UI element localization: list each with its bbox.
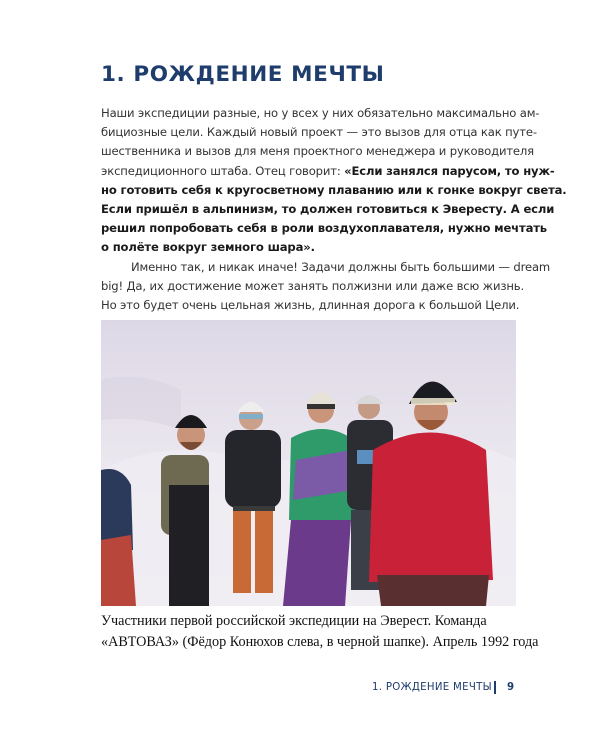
page-footer: [372, 679, 520, 699]
running-head: 1. РОЖДЕНИЕ МЕЧТЫ: [372, 682, 492, 693]
quote-line: Если пришёл в альпинизм, то должен готовиться к Эвересту. А если: [101, 202, 555, 217]
quote-line: но готовить себя к кругосветному плаванию или к гонке вокруг света.: [101, 182, 567, 197]
text-line: big! Да, их достижение может занять полжизни или даже всю жизнь.: [101, 278, 524, 293]
chapter-title: 1. РОЖДЕНИЕ МЕЧТЫ: [101, 62, 385, 87]
body-text: [101, 104, 567, 315]
expedition-photo: [101, 320, 516, 606]
caption-line: «АВТОВАЗ» (Фёдор Конюхов слева, в черной шапке). Апрель 1992 года: [101, 634, 539, 650]
paragraph-1: [101, 104, 567, 258]
photo-caption: [101, 611, 539, 653]
text-line-mixed: [101, 162, 555, 181]
text-line: Но это будет очень цельная жизнь, длинная дорога к большой Цели.: [101, 298, 520, 313]
paragraph-2: [101, 258, 551, 316]
text-line: бициозные цели. Каждый новый проект — это вызов для отца как путе-: [101, 125, 537, 140]
quote-segment: «Если занялся парусом, то нуж-: [344, 163, 555, 178]
quote-line: о полёте вокруг земного шара».: [101, 240, 315, 255]
text-segment: экспедиционного штаба. Отец говорит:: [101, 163, 345, 178]
quote-line: решил попробовать себя в роли воздухоплавателя, нужно мечтать: [101, 221, 547, 236]
page-number: 9: [507, 682, 515, 693]
text-line: Наши экспедиции разные, но у всех у них обязательно максимально ам-: [101, 106, 540, 120]
footer-divider: [494, 681, 496, 694]
climbers-illustration: [101, 320, 516, 606]
text-line: Именно так, и никак иначе! Задачи должны быть большими — dream: [131, 259, 551, 274]
text-line: шественника и вызов для меня проектного менеджера и руководителя: [101, 144, 534, 159]
caption-line: Участники первой российской экспедиции на Эверест. Команда: [101, 613, 487, 629]
